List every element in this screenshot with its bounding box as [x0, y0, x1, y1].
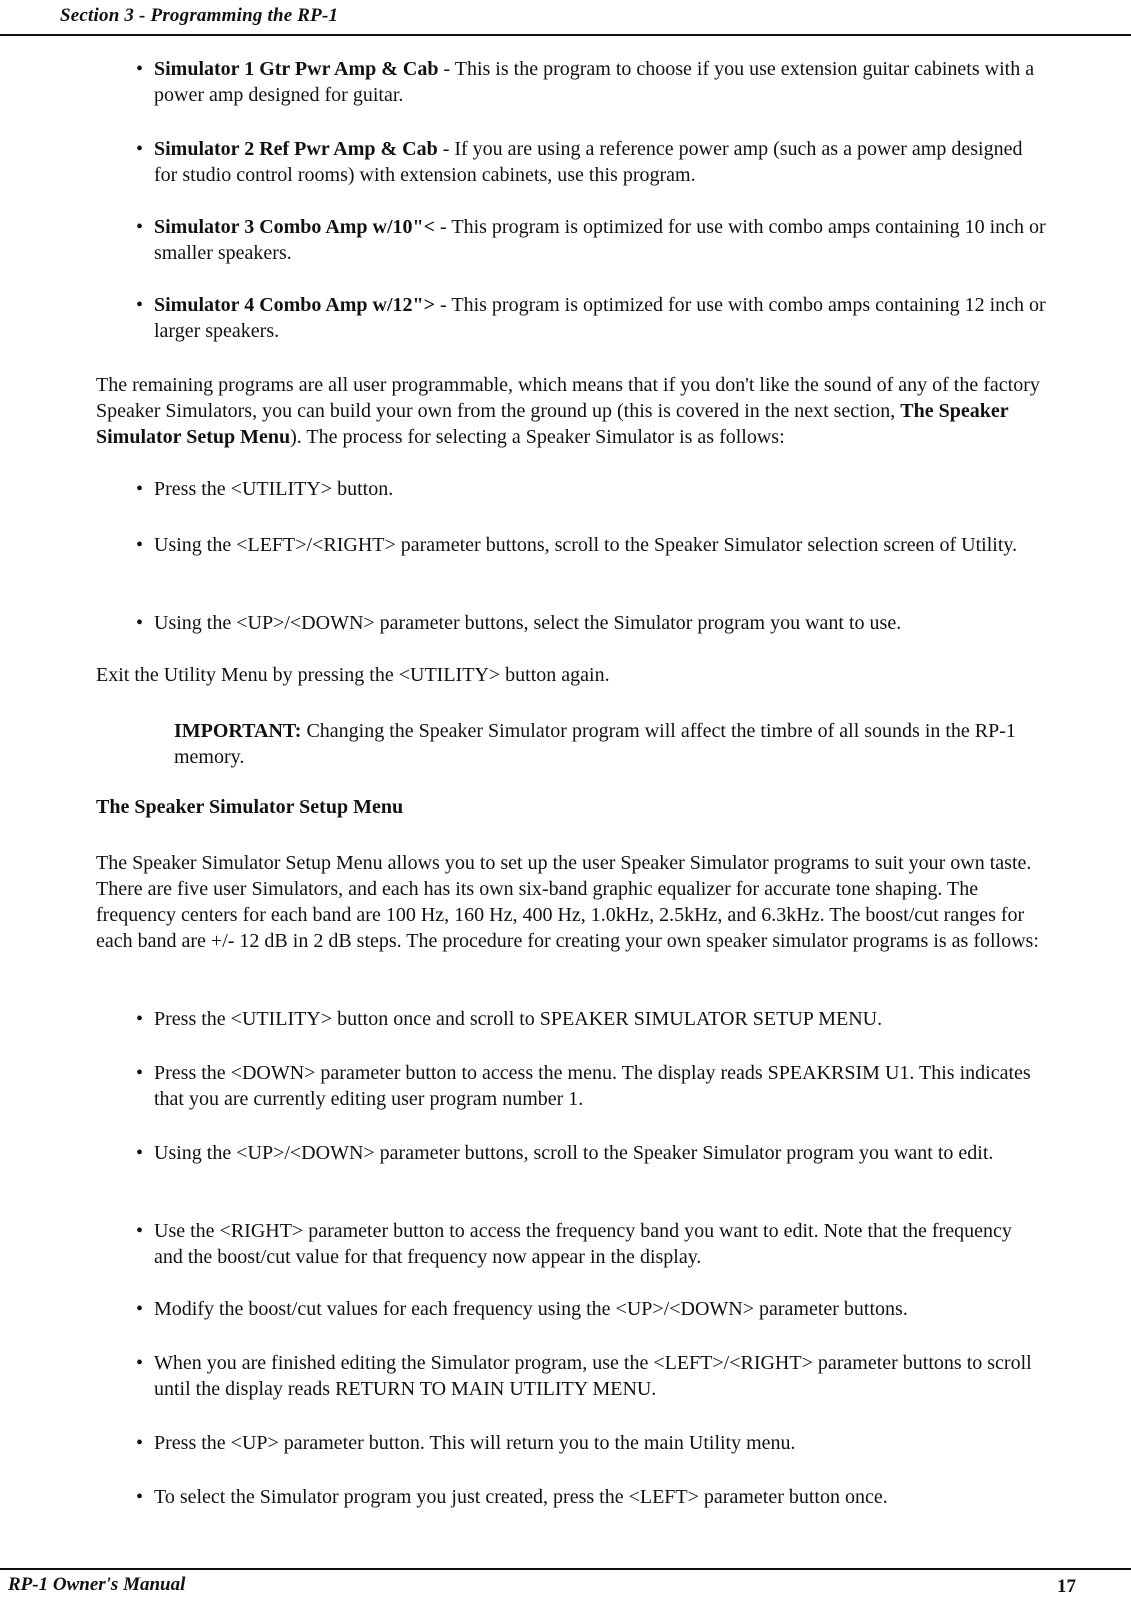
list-item: • Using the <UP>/<DOWN> parameter buttons, select the Simulator program you want to use.: [136, 610, 1064, 636]
list-item: • Using the <UP>/<DOWN> parameter buttons, scroll to the Speaker Simulator program you want to edit.: [136, 1140, 1054, 1166]
important-label: IMPORTANT:: [174, 720, 302, 742]
section-reference: The Speaker Simulator Setup Menu: [96, 400, 1009, 448]
list-item: • Using the <LEFT>/<RIGHT> parameter buttons, scroll to the Speaker Simulator selection screen of Utility.: [136, 532, 1064, 558]
list-item: [136, 214, 1064, 266]
exit-paragraph: Exit the Utility Menu by pressing the <UTILITY> button again.: [96, 664, 610, 686]
list-item: [136, 292, 1064, 344]
page-footer: [0, 1568, 1131, 1602]
intro-text-end: ). The process for selecting a Speaker Simulator is as follows:: [290, 426, 785, 448]
intro-text: The remaining programs are all user programmable, which means that if you don't like the sound of any of the factory Speaker Simulators, you can build your own from the ground up (this is covered in the next section,: [96, 374, 1040, 422]
list-item: • Press the <UTILITY> button.: [136, 476, 1064, 502]
list-item: • Press the <DOWN> parameter button to access the menu. The display reads SPEAKRSIM U1. This indicates that you are currently editing user program number 1.: [136, 1060, 1054, 1112]
simulator-name: Simulator 3 Combo Amp w/10"<: [154, 216, 436, 238]
setup-intro-paragraph: The Speaker Simulator Setup Menu allows you to set up the user Speaker Simulator programs to suit your own taste. There are five user Simulators, and each has its own six-band graphic equalizer for accurate tone shaping. The frequency centers for each band are 100 Hz, 160 Hz, 400 Hz, 1.0kHz, 2.5kHz, and 6.3kHz. The boost/cut ranges for each band are +/- 12 dB in 2 dB steps. The procedure for creating your own speaker simulator programs is as follows:: [96, 852, 1039, 952]
simulator-description: - This program is optimized for use with combo amps containing 12 inch or larger speakers.: [154, 294, 1046, 342]
section-heading: The Speaker Simulator Setup Menu: [96, 796, 404, 818]
simulator-name: Simulator 4 Combo Amp w/12">: [154, 294, 436, 316]
important-note: [174, 718, 1044, 770]
list-item: • When you are finished editing the Simulator program, use the <LEFT>/<RIGHT> parameter buttons to scroll until the display reads RETURN TO MAIN UTILITY MENU.: [136, 1350, 1069, 1402]
list-item: • Press the <UTILITY> button once and scroll to SPEAKER SIMULATOR SETUP MENU.: [136, 1006, 1064, 1032]
simulator-description: - This is the program to choose if you use extension guitar cabinets with a power amp designed for guitar.: [154, 58, 1035, 106]
important-text: Changing the Speaker Simulator program will affect the timbre of all sounds in the RP-1 memory.: [174, 720, 1016, 768]
list-item: [136, 136, 1044, 188]
simulator-name: Simulator 1 Gtr Pwr Amp & Cab: [154, 58, 439, 80]
page-number: 17: [1057, 1576, 1076, 1597]
list-item: • To select the Simulator program you just created, press the <LEFT> parameter button once.: [136, 1484, 1064, 1510]
simulator-description: - This program is optimized for use with combo amps containing 10 inch or smaller speakers.: [154, 216, 1046, 264]
list-item: • Use the <RIGHT> parameter button to access the frequency band you want to edit. Note that the frequency and the boost/cut value for that frequency now appear in the display.: [136, 1218, 1044, 1270]
intro-paragraph: [96, 372, 1051, 450]
simulator-description: - If you are using a reference power amp (such as a power amp designed for studio control rooms) with extension cabinets, use this program.: [154, 138, 1023, 186]
list-item: • Modify the boost/cut values for each frequency using the <UP>/<DOWN> parameter buttons.: [136, 1296, 1064, 1322]
simulator-name: Simulator 2 Ref Pwr Amp & Cab: [154, 138, 438, 160]
list-item: • Press the <UP> parameter button. This will return you to the main Utility menu.: [136, 1430, 1064, 1456]
list-item: [136, 56, 1064, 108]
manual-title: RP-1 Owner's Manual: [8, 1574, 186, 1595]
page-header: [0, 0, 1131, 36]
section-title: Section 3 - Programming the RP-1: [60, 5, 339, 26]
